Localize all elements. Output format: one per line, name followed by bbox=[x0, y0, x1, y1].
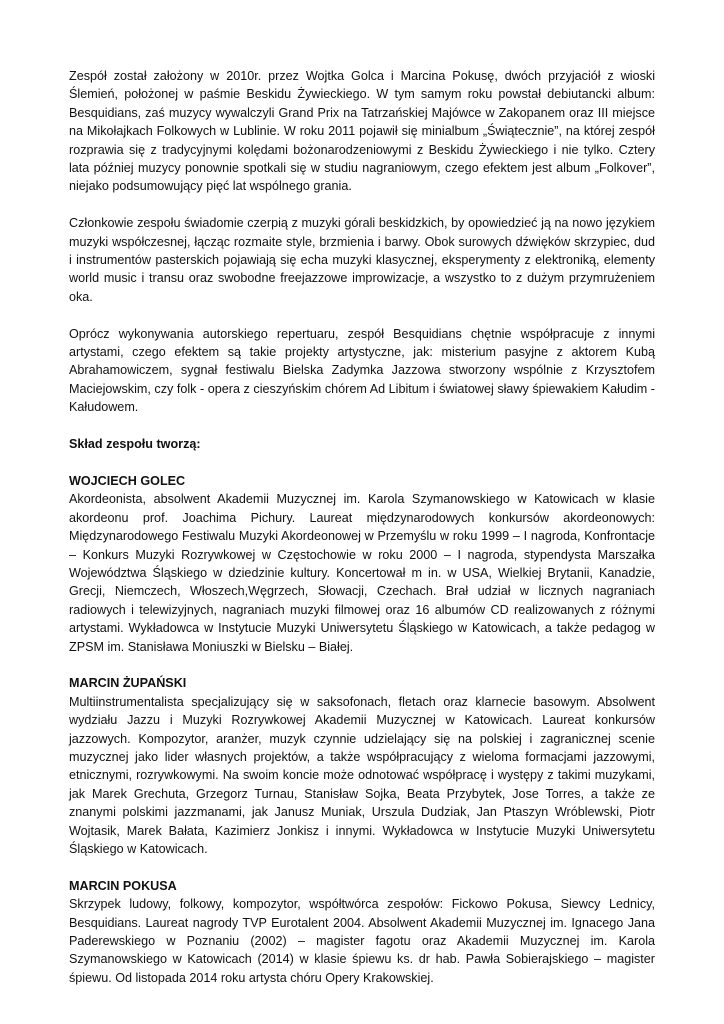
member-name: MARCIN POKUSA bbox=[69, 878, 177, 893]
document-page bbox=[69, 67, 655, 1006]
intro-paragraph: Oprócz wykonywania autorskiego repertuaru, zespół Besquidians chętnie współpracuje z innymi artystami, czego efektem są takie projekty artystyczne, jak: misterium pasyjne z aktorem Kubą Abrahamowiczem, sygnał festiwalu Bielska Zadymka Jazzowa stworzony wspólnie z Krzysztofem Maciejowskim, czy folk - opera z cieszyńskim chórem Ad Libitum i światowej sławy śpiewakiem Kałudim - Kałudowem. bbox=[69, 326, 655, 415]
member-name: MARCIN ŻUPAŃSKI bbox=[69, 676, 187, 691]
member-bio: Akordeonista, absolwent Akademii Muzycznej im. Karola Szymanowskiego w Katowicach w klasie akordeonu prof. Joachima Pichury. Laureat międzynarodowych konkursów akordeonowych: Międzynarodowego Festiwalu Muzyki Akordeonowej w Przemyślu w roku 1999 – I nagroda, Konfrontacje – Konkurs Muzyki Rozrywkowej w Częstochowie w roku 2000 – I nagroda, stypendysta Marszałka Województwa Śląskiego w dziedzinie kultury. Koncertował m in. w USA, Wielkiej Brytanii, Kanadzie, Grecji, Niemczech, Włoszech,Węgrzech, Słowacji, Czechach. Brał udział w licznych nagraniach radiowych i telewizyjnych, nagraniach muzyki filmowej oraz 16 albumów CD realizowanych z różnymi artystami. Wykładowca w Instytucie Muzyki Uniwersytetu Śląskiego w Katowicach, a także pedagog w ZPSM im. Stanisława Moniuszki w Bielsku – Białej. bbox=[69, 492, 655, 654]
member-name: WOJCIECH GOLEC bbox=[69, 473, 186, 488]
members-heading: Skład zespołu tworzą: bbox=[69, 437, 201, 452]
member-section bbox=[69, 877, 655, 987]
intro-paragraph: Zespół został założony w 2010r. przez Wojtka Golca i Marcina Pokusę, dwóch przyjaciół z wioski Ślemień, położonej w paśmie Beskidu Żywieckiego. W tym samym roku powstał debiutancki album: Besquidians, zaś muzycy wywalczyli Grand Prix na Tatrzańskiej Majówce w Zakopanem oraz III miejsce na Mikołajkach Folkowych w Lublinie. W roku 2011 pojawił się minialbum „Świątecznie”, na której zespół rozprawia się z tradycyjnymi kolędami bożonarodzeniowymi z Beskidu Żywieckiego i nie tylko. Cztery lata później muzycy ponownie spotkali się w studiu nagraniowym, czego efektem jest album „Folkover”, niejako podsumowujący pięć lat wspólnego grania. bbox=[69, 69, 655, 194]
member-bio: Skrzypek ludowy, folkowy, kompozytor, współtwórca zespołów: Fickowo Pokusa, Siewcy Lednicy, Besquidians. Laureat nagrody TVP Eurotalent 2004. Absolwent Akademii Muzycznej im. Ignacego Jana Paderewskiego w Poznaniu (2002) – magister fagotu oraz Akademii Muzycznej im. Karola Szymanowskiego w Katowicach (2014) w klasie śpiewu ks. dr hab. Pawła Sobierajskiego – magister śpiewu. Od listopada 2014 roku artysta chóru Opery Krakowskiej. bbox=[69, 897, 655, 985]
member-section bbox=[69, 674, 655, 858]
member-bio: Multiinstrumentalista specjalizujący się w saksofonach, fletach oraz klarnecie basowym. Absolwent wydziału Jazzu i Muzyki Rozrywkowej Akademii Muzycznej w Katowicach. Laureat konkursów jazzowych. Kompozytor, aranżer, muzyk czynnie udzielający się na polskiej i zagranicznej scenie muzycznej jako lider własnych projektów, a także współpracujący z wieloma formacjami jazzowymi, etnicznymi, rozrywkowymi. Na swoim koncie może odnotować współpracę i występy z takimi muzykami, jak Marek Grechuta, Grzegorz Turnau, Stanisław Sojka, Beata Przybytek, Jose Torres, a także ze znanymi polskimi jazzmanami, jak Janusz Muniak, Urszula Dudziak, Jan Ptaszyn Wróblewski, Piotr Wojtasik, Marek Bałata, Kazimierz Jonkisz i innymi. Wykładowca w Instytucie Muzyki Uniwersytetu Śląskiego w Katowicach. bbox=[69, 694, 655, 856]
member-section bbox=[69, 472, 655, 656]
intro-paragraph: Członkowie zespołu świadomie czerpią z muzyki górali beskidzkich, by opowiedzieć ją na nowo językiem muzyki współczesnej, łącząc rozmaite style, brzmienia i barwy. Obok surowych dźwięków skrzypiec, dud i instrumentów pasterskich pojawiają się echa muzyki klasycznej, eksperymenty z elektroniką, elementy world music i transu oraz swobodne freejazzowe improwizacje, a wszystko to z dużym przymrużeniem oka. bbox=[69, 216, 655, 304]
